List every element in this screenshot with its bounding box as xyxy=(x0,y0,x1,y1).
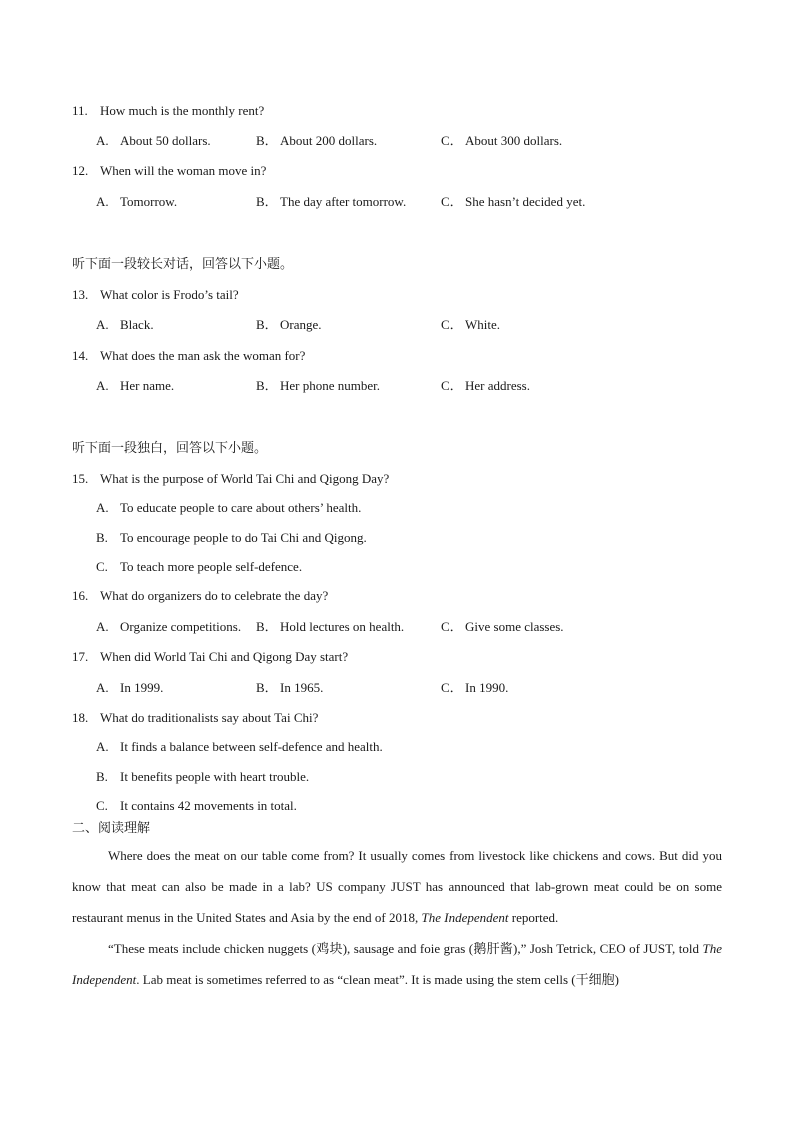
option-text: She hasn’t decided yet. xyxy=(465,194,586,209)
option-text: About 50 dollars. xyxy=(120,133,211,148)
option-letter: C． xyxy=(441,133,463,148)
option-letter: B. xyxy=(96,530,108,545)
question-number: 15. xyxy=(72,471,89,486)
option-letter: A. xyxy=(96,500,109,515)
option-letter: C． xyxy=(441,317,463,332)
question-stem: What is the purpose of World Tai Chi and Qigong Day? xyxy=(100,471,390,486)
source-name: The Independent xyxy=(72,941,722,987)
option-letter: B． xyxy=(256,680,278,695)
option-letter: A. xyxy=(96,194,109,209)
option-letter: B． xyxy=(256,194,278,209)
option-text: Orange. xyxy=(280,317,322,332)
paragraph-text: . Lab meat is sometimes referred to as “clean meat”. It is made using the stem cells (干细胞) xyxy=(136,972,619,987)
question-number: 13. xyxy=(72,287,89,302)
question-number: 16. xyxy=(72,588,89,603)
option-letter: A. xyxy=(96,680,109,695)
option-text: Tomorrow. xyxy=(120,194,178,209)
option-text: The day after tomorrow. xyxy=(280,194,407,209)
question-stem: How much is the monthly rent? xyxy=(100,103,265,118)
section-heading-reading: 二、阅读理解 xyxy=(72,821,151,836)
passage-paragraph-2 xyxy=(72,933,722,995)
source-name: The Independent xyxy=(421,910,509,925)
option-text: Hold lectures on health. xyxy=(280,619,405,634)
option-text: In 1965. xyxy=(280,680,324,695)
question-number: 12. xyxy=(72,163,89,178)
option-text: It finds a balance between self-defence and health. xyxy=(120,739,383,754)
option-text: To teach more people self-defence. xyxy=(120,559,303,574)
option-letter: C． xyxy=(441,194,463,209)
option-text: In 1990. xyxy=(465,680,509,695)
option-letter: A. xyxy=(96,378,109,393)
question-number: 11. xyxy=(72,103,88,118)
option-letter: B. xyxy=(96,769,108,784)
option-text: To educate people to care about others’ health. xyxy=(120,500,362,515)
option-letter: C． xyxy=(441,378,463,393)
option-letter: A. xyxy=(96,739,109,754)
question-stem: What color is Frodo’s tail? xyxy=(100,287,239,302)
option-letter: B． xyxy=(256,619,278,634)
option-letter: B． xyxy=(256,378,278,393)
option-letter: C. xyxy=(96,559,108,574)
option-letter: A. xyxy=(96,619,109,634)
section-instruction-monologue: 听下面一段独白，回答以下小题。 xyxy=(72,441,268,456)
option-text: Her phone number. xyxy=(280,378,381,393)
option-letter: A. xyxy=(96,317,109,332)
paragraph-text: Where does the meat on our table come from? It usually comes from livestock like chickens and cows. But did you know that meat can also be made in a lab? US company JUST has announced that lab-grown meat could be on some restaurant menus in the United States and Asia by the end of 2018, xyxy=(72,848,722,925)
option-text: Black. xyxy=(120,317,154,332)
option-letter: C． xyxy=(441,619,463,634)
option-text: Her address. xyxy=(465,378,530,393)
option-text: About 200 dollars. xyxy=(280,133,378,148)
option-letter: C． xyxy=(441,680,463,695)
option-letter: A. xyxy=(96,133,109,148)
passage-paragraph-1 xyxy=(72,840,722,933)
option-text: It contains 42 movements in total. xyxy=(120,798,297,813)
option-text: White. xyxy=(465,317,501,332)
option-text: Her name. xyxy=(120,378,175,393)
question-stem: What do traditionalists say about Tai Chi? xyxy=(100,710,319,725)
reading-passage xyxy=(72,840,722,995)
question-number: 18. xyxy=(72,710,89,725)
option-text: Give some classes. xyxy=(465,619,564,634)
question-number: 17. xyxy=(72,649,89,664)
question-stem: When did World Tai Chi and Qigong Day start? xyxy=(100,649,349,664)
option-letter: B． xyxy=(256,133,278,148)
paragraph-text: “These meats include chicken nuggets (鸡块), sausage and foie gras (鹅肝酱),” Josh Tetrick, CEO of JUST, told xyxy=(108,941,703,956)
question-stem: What do organizers do to celebrate the day? xyxy=(100,588,329,603)
question-stem: What does the man ask the woman for? xyxy=(100,348,306,363)
option-text: Organize competitions. xyxy=(120,619,242,634)
paragraph-text: reported. xyxy=(508,910,559,925)
option-letter: C. xyxy=(96,798,108,813)
option-text: About 300 dollars. xyxy=(465,133,563,148)
section-instruction-long-dialogue: 听下面一段较长对话，回答以下小题。 xyxy=(72,257,294,272)
question-number: 14. xyxy=(72,348,89,363)
option-text: It benefits people with heart trouble. xyxy=(120,769,310,784)
option-letter: B． xyxy=(256,317,278,332)
option-text: To encourage people to do Tai Chi and Qigong. xyxy=(120,530,367,545)
option-text: In 1999. xyxy=(120,680,164,695)
question-stem: When will the woman move in? xyxy=(100,163,267,178)
